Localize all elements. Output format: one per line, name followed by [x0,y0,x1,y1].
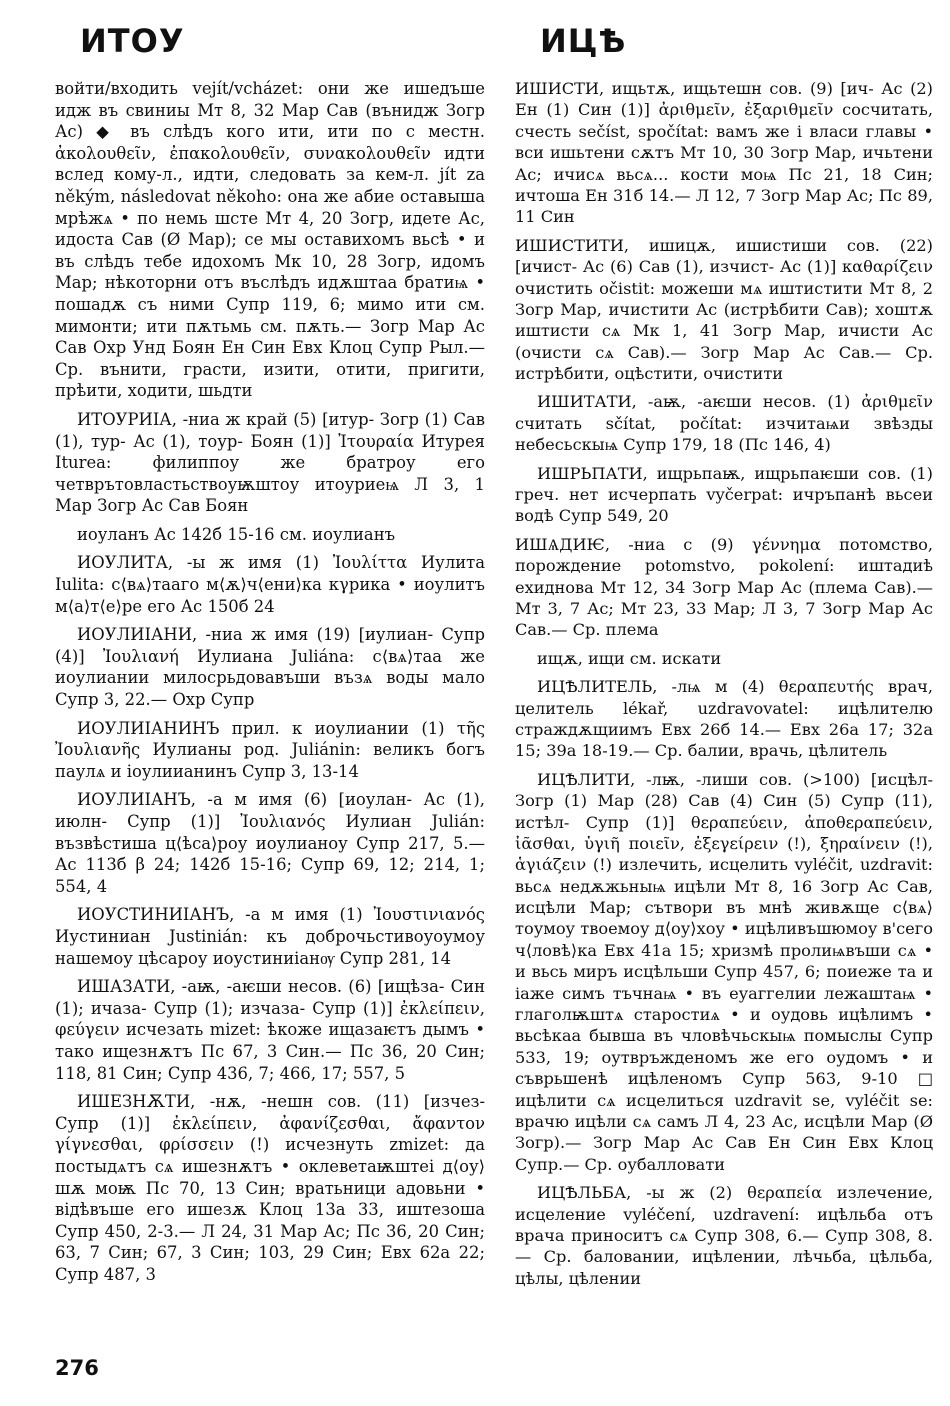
dictionary-entry: ИОУЛИІАНИНЪ прил. к иоулиании (1) τῆς Ἰουλιανῆς Иулианы род. Juliánin: великъ богъ паулѧ и іоулиианинъ Супр 3, 13-14 [55,718,485,781]
dictionary-entry: ИОУЛИІАНИ, -ниа ж имя (19) [иулиан- Супр (4)] Ἰουλιανή Иулиана Juliána: с⟨вѧ⟩таа же иоулиании милосрьдовавъши възѧ воды мало Супр 3, 22.— Охр Супр [55,625,485,710]
dictionary-entry: ИОУСТИНИІАНЪ, -а м имя (1) Ἰουστινιανός Иустиниан Justinián: къ доброчьстивоуоумоу нашемоу цѣсароу иоустиниіанѹ Супр 281, 14 [55,905,485,968]
dictionary-entry: иоуланъ Ас 142б 15-16 см. иоулианъ [77,524,396,544]
dictionary-entry: ИШИСТИТИ, ишицѫ, ишистиши сов. (22) [ичист- Ас (6) Сав (1), изчист- Ас (1)] καθαρίζειν очистить očistit: можеши мѧ иштистити Мт 8, 2 Зогр Мар, ичистити Ас (истрѣбити Сав); хоштѫ иштисти сѧ Мк 1, 41 Зогр Мар, ичисти Ас (очисти сѧ Сав).— Зогр Мар Ас Сав.— Ср. истрѣбити, оцѣстити, очистити [515,235,933,384]
right-column [515,78,933,1296]
running-head-right: ИЦѢ [540,22,627,60]
dictionary-entry: ИШИСТИ, ищьтѫ, ищьтешн сов. (9) [ич- Ас (2) Ен (1) Син (1)] ἀριθμεῖν, ἐξαριθμεῖν сосчитать, счесть sečíst, spočítat: вамъ же і власи главы • вси ишьтени сѫтъ Мт 10, 30 Зогр Мар, ичьтени Ас; ичисѧ вьсѧ... кости моѩ Пс 21, 18 Син; ичтоша Ен 31б 14.— Л 12, 7 Зогр Мар Ас; Пс 89, 11 Син [515,79,933,227]
dictionary-entry: ИШИТАТИ, -аѭ, -аѥши несов. (1) ἀριθμεῖν считать sčítat, počítat: изчитаѩи звѣзды небесьскыѩ Супр 179, 18 (Пс 146, 4) [515,392,933,455]
dictionary-entry: ИТОУРИІА, -ниа ж край (5) [итур- Зогр (1) Сав (1), тур- Ас (1), тоур- Боян (1)] Ἰτουραία Итурея Iturea: филиппоу же братроу его четврътовластьствоуѭштоу итоуриеѩ Л 3, 1 Мар Зогр Ас Сав Боян [55,409,485,516]
running-head-left: ИТОУ [80,22,185,60]
page-number: 276 [55,1356,99,1380]
dictionary-entry: войти/входить vejít/vcházet: они же ишедъше идж въ свиниы Мт 8, 32 Мар Сав (вънидж Зогр Ас) ◆ въ слѣдъ кого ити, ити по с местн. ἀκολουθεῖν, ἐπακολουθεῖν, συνακολουθεῖν идти вслед кому-л., идти, следовать за кем-л. jít za někým, následovat někoho: она же абие оставыша мрѣжѧ • по немь шсте Мт 4, 20 Зогр, идете Ас, идоста Сав (Ø Мар); се мы оставихомъ вьсѣ • и въ слѣдъ тебе идохомъ Мк 10, 28 Зогр, идомъ Мар; нѣкоторни отъ въслѣдъ идѫштаа братиѩ • пошадѫ съ ними Супр 119, 6; мимо ити см. мимонти; ити пѫтьмь см. пѫть.— Зогр Мар Ас Сав Охр Унд Боян Ен Син Евх Клоц Супр Рыл.— Ср. вънити, грасти, изити, отити, пригити, прѣити, ходити, шьдти [55,79,485,401]
dictionary-entry: ИОУЛИІАНЪ, -а м имя (6) [иоулан- Ас (1), июлн- Супр (1)] Ἰουλιανός Иулиан Julián: възвѣстиша ц⟨ѣса⟩роу иоулианоу Супр 217, 5.— Ас 113б β 24; 142б 15-16; Супр 69, 12; 214, 1; 554, 4 [55,790,485,896]
dictionary-entry: ИОУЛИТА, -ы ж имя (1) Ἰουλίττα Иулита Iulita: с⟨вѧ⟩тааго м⟨ѫ⟩ч⟨ени⟩ка кγрика • иоулитъ м⟨а⟩т⟨е⟩ре его Ас 150б 24 [55,553,485,616]
dictionary-entry: ИШАЗАТИ, -аѭ, -аѥши несов. (6) [ищѣза- Син (1); ичаза- Супр (1); изчаза- Супр (1)] ἐκλείπειν, φεύγειν исчезать mizet: ѣкоже ищазаѥтъ дымъ • тако ищезнѫтъ Пс 67, 3 Син.— Пс 36, 20 Син; 118, 81 Син; Супр 436, 7; 466, 17; 557, 5 [55,977,485,1083]
dictionary-entry: ИШѦДИѤ, -ниа с (9) γέννημα потомство, порождение potomstvo, pokolení: иштадиѣ ехиднова Мт 12, 34 Зогр Мар Ас (плема Сав).— Мт 3, 7 Ас; Мт 23, 33 Мар; Л 3, 7 Зогр Мар Ас Сав.— Ср. плема [515,534,933,640]
dictionary-entry: ИШЕЗНѪТИ, -нѫ, -нешн сов. (11) [изчез- Супр (1)] ἐκλείπειν, ἀφανίζεσθαι, ἄφαντον γίγνεσθαι, φρίσσειν (!) исчезнуть zmizet: да постыдѧтъ сѧ ишезнѫтъ • оклеветаѭштеі д⟨оу⟩шѫ моѭ Пс 70, 13 Син; вратьници адовьни • вiдѣвъше его ишезѫ Клоц 13а 33, иштезоша Супр 450, 2-3.— Л 24, 31 Мар Ас; Пс 36, 20 Син; 63, 7 Син; 67, 3 Син; 103, 29 Син; Евх 62а 22; Супр 487, 3 [55,1092,485,1284]
dictionary-entry: ИЦѢЛЬБА, -ы ж (2) θεραπεία излечение, исцеление vyléčení, uzdravení: ицѣльба отъ врача приноситъ сѧ Супр 308, 6.— Супр 308, 8.— Ср. баловании, ицѣлении, лѣчьба, цѣльба, цѣлы, цѣлении [515,1183,933,1288]
dictionary-entry: ИЦѢЛИТЕЛЬ, -лѩ м (4) θεραπευτής врач, целитель lékař, uzdravovatel: ицѣлителю страждѫщиимъ Евх 26б 14.— Евх 26а 17; 32а 15; 39а 18-19.— Ср. балии, врачь, цѣлитель [515,677,933,761]
dictionary-entry: ищѫ, ищи см. искати [537,648,722,668]
dictionary-entry: ИЦѢЛИТИ, -лѭ, -лиши сов. (>100) [исцѣл- Зогр (1) Мар (28) Сав (4) Син (5) Супр (11), истѣл- Супр (1)] θεραπεύειν, ἀποθεραπεύειν, ἰᾶσθαι, ὑγιῆ ποιεῖν, ἐξεγείρειν (!), ξηραίνειν (!), ἁγιάζειν (!) излечить, исцелить vyléčit, uzdravit: вьсѧ недѫжьныѩ ицѣли Мт 8, 16 Зогр Ас Сав, исцѣли Мар; сътвори въ мнѣ живѫще с⟨вѧ⟩тоумоу твоемоу д⟨оу⟩хоу • ицѣливъшюмоу в'сего ч⟨ловѣ⟩ка Евх 41а 15; хризмѣ пролиѩвъши сѧ • и вьсь миръ исцѣльши Супр 457, 6; поиеже та и іаже симъ тъчнаѩ • въ еуаггелии лежаштаѩ • глаголѭштѧ старостиѧ • и оудовь ицѣлимъ • вьсѣкаа бывша въ чловѣчьскыѩ помыслы Супр 533, 19; оутвръжденомъ же его оудомъ • и съврьшенѣ ицѣленомъ Супр 563, 9-10 □ ицѣлити сѧ исцелиться uzdravit se, vyléčit se: врачю ицѣли сѧ самъ Л 4, 23 Ас, исцѣли Мар (Ø Зогр).— Зогр Мар Ас Сав Ен Син Евх Клоц Супр.— Ср. оубалловати [515,769,933,1174]
left-column [55,78,485,1292]
dictionary-entry: ИШРЬПАТИ, ищрьпаѭ, ищрьпаѥши сов. (1) греч. нет исчерпать vyčerpat: ичръпанѣ вьсеи водѣ Супр 549, 20 [515,463,933,526]
